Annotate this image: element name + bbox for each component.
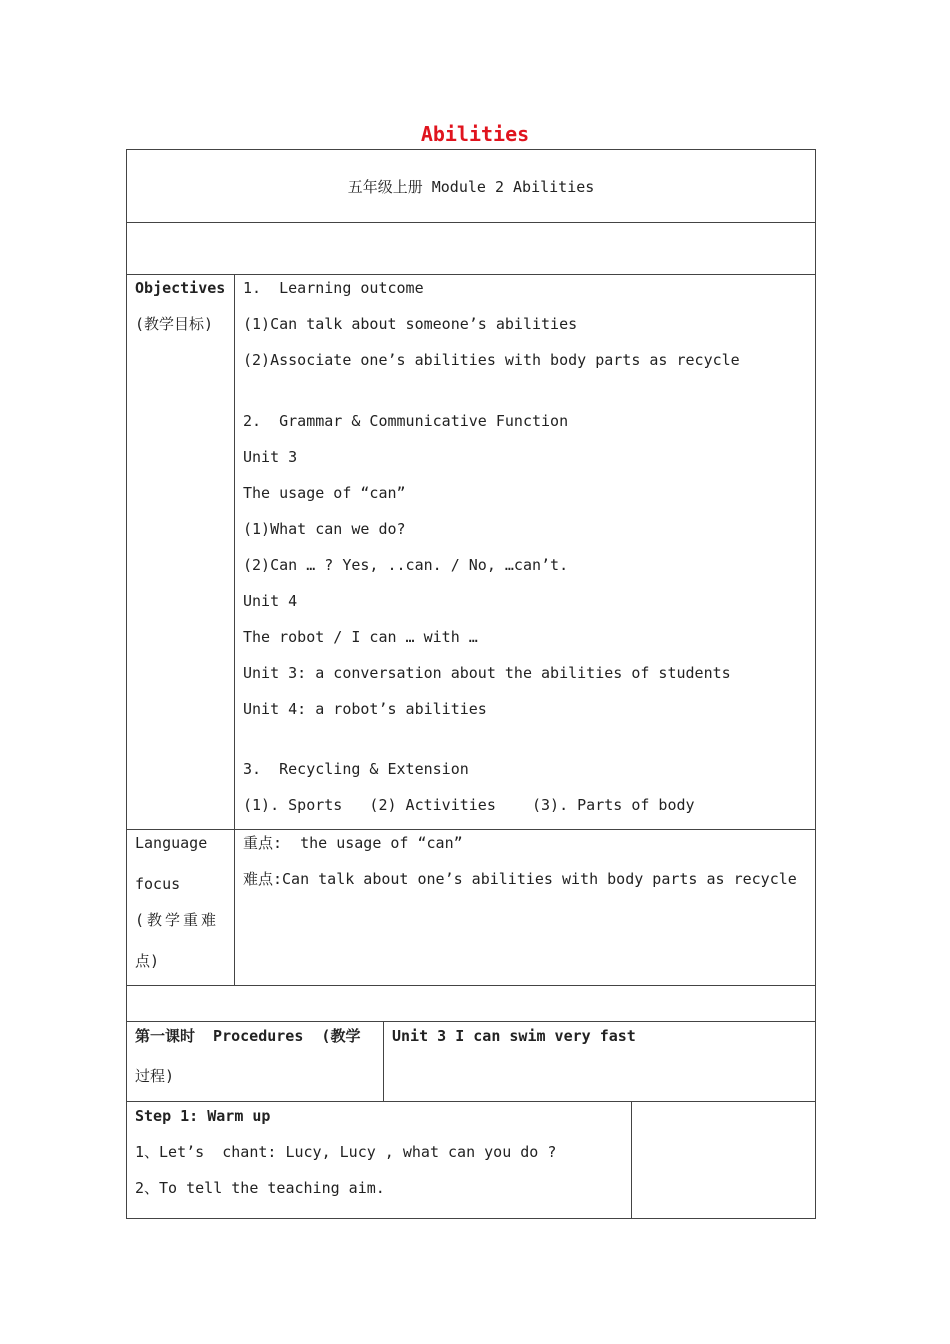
objective-line: Unit 3 bbox=[243, 448, 298, 466]
objective-line: 2. Grammar & Communicative Function bbox=[243, 412, 569, 430]
row-divider bbox=[126, 985, 816, 986]
language-focus-label: focus bbox=[135, 875, 181, 893]
objective-line: (1). Sports (2) Activities (3). Parts of body bbox=[243, 796, 695, 814]
objective-line: The robot / I can … with … bbox=[243, 628, 478, 646]
row-divider bbox=[126, 274, 816, 275]
grade-module-heading: 五年级上册 Module 2 Abilities bbox=[347, 178, 595, 196]
document-title: Abilities bbox=[420, 122, 530, 146]
objective-line: 1. Learning outcome bbox=[243, 279, 424, 297]
procedures-label-cn: 过程) bbox=[135, 1067, 175, 1085]
step-item: 2、To tell the teaching aim. bbox=[135, 1179, 385, 1197]
objective-line: (2)Can … ? Yes, ..can. / No, …can’t. bbox=[243, 556, 569, 574]
language-focus-label-cn: 点) bbox=[135, 952, 160, 970]
column-divider bbox=[631, 1101, 632, 1219]
column-divider bbox=[383, 1021, 384, 1101]
objectives-label-cn: (教学目标) bbox=[135, 315, 214, 333]
objective-line: Unit 4 bbox=[243, 592, 298, 610]
row-divider bbox=[126, 1021, 816, 1022]
objective-line: (1)What can we do? bbox=[243, 520, 406, 538]
objective-line: Unit 4: a robot’s abilities bbox=[243, 700, 487, 718]
objective-line: 3. Recycling & Extension bbox=[243, 760, 469, 778]
objectives-label: Objectives bbox=[135, 279, 226, 297]
objective-line: Unit 3: a conversation about the abilities of students bbox=[243, 664, 731, 682]
column-divider bbox=[234, 274, 235, 985]
objective-line: The usage of “can” bbox=[243, 484, 406, 502]
lesson-plan-table bbox=[126, 149, 816, 1219]
step-heading: Step 1: Warm up bbox=[135, 1107, 271, 1125]
objective-line: (2)Associate one’s abilities with body parts as recycle bbox=[243, 351, 740, 369]
row-divider bbox=[126, 222, 816, 223]
objective-line: (1)Can talk about someone’s abilities bbox=[243, 315, 578, 333]
procedures-label: 第一课时 Procedures (教学 bbox=[135, 1027, 361, 1045]
key-point: 重点: the usage of “can” bbox=[243, 834, 463, 852]
row-divider bbox=[126, 1101, 816, 1102]
unit-title: Unit 3 I can swim very fast bbox=[392, 1027, 636, 1045]
language-focus-label: Language bbox=[135, 834, 208, 852]
step-item: 1、Let’s chant: Lucy, Lucy , what can you do ? bbox=[135, 1143, 557, 1161]
difficult-point: 难点:Can talk about one’s abilities with body parts as recycle bbox=[243, 870, 797, 888]
row-divider bbox=[126, 829, 816, 830]
language-focus-label-cn: (教学重难 bbox=[135, 911, 220, 929]
